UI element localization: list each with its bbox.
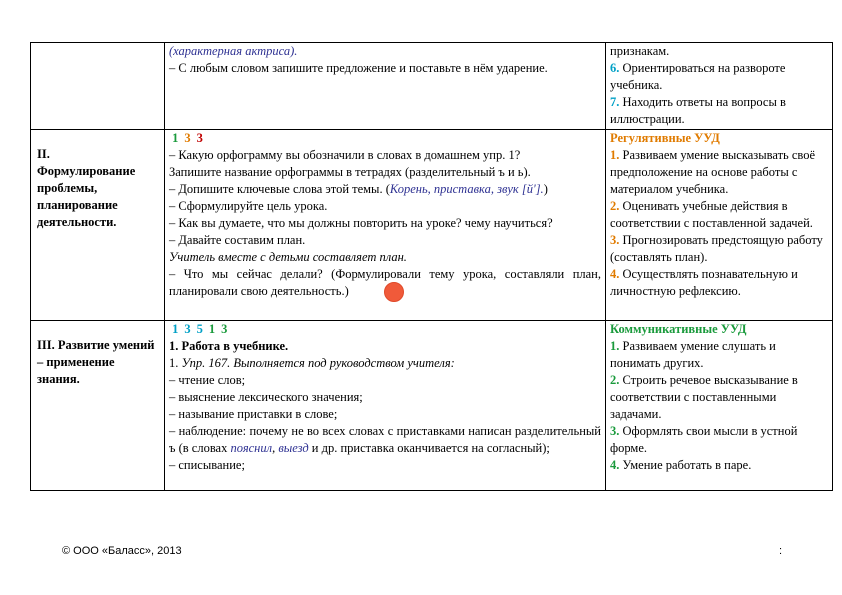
stage-cell: [31, 130, 165, 321]
activity-text: – Допишите ключевые слова этой темы. (Корень, приставка, звук [й'].): [169, 182, 548, 196]
uud-item: 4. Умение работать в паре.: [610, 458, 752, 472]
activity-text: – чтение слов;: [169, 373, 246, 387]
uud-item: 7. Находить ответы на вопросы в иллюстрации.: [610, 95, 786, 126]
table-row: [31, 321, 833, 491]
activity-text: – Сформулируйте цель урока.: [169, 199, 328, 213]
lesson-table: [30, 42, 833, 491]
orange-circle-marker: [384, 282, 404, 302]
uud-item: 4. Осуществлять познавательную и личностную рефлексию.: [610, 267, 798, 298]
uud-cell: [606, 130, 833, 321]
uud-heading: Регулятивные УУД: [610, 131, 720, 145]
activity-text: – Какую орфограмму вы обозначили в словах в домашнем упр. 1?: [169, 148, 521, 162]
stage-title: Формулирование проблемы, планирование деятельности.: [37, 164, 136, 229]
activity-text: – списывание;: [169, 458, 245, 472]
uud-item: 2. Строить речевое высказывание в соответствии с поставленными задачами.: [610, 373, 798, 421]
activity-text: (характерная актриса).: [169, 44, 298, 58]
activity-text: – С любым словом запишите предложение и поставьте в нём ударение.: [169, 61, 548, 75]
copyright-footer: © ООО «Баласс», 2013: [62, 545, 182, 557]
activity-text: – наблюдение: почему не во всех словах с приставками написан разделительный ъ (в словах пояснил, выезд и др. приставка оканчивается на согласный);: [169, 424, 601, 455]
activity-text: – Как вы думаете, что мы должны повторить на уроке? чему научиться?: [169, 216, 553, 230]
page-mark: :: [779, 545, 783, 557]
uud-item: 1. Развиваем умение высказывать своё предположение на основе работы с материалом учебника.: [610, 148, 816, 196]
activity-cell: [165, 321, 606, 491]
uud-cell: [606, 43, 833, 130]
uud-item: 6. Ориентироваться на развороте учебника.: [610, 61, 786, 92]
uud-item: признакам.: [610, 44, 670, 58]
uud-cell: [606, 321, 833, 491]
activity-text: – Давайте составим план.: [169, 233, 306, 247]
stage-title: III. Развитие умений – применение знания.: [37, 338, 155, 386]
activity-text: Запишите название орфограммы в тетрадях (разделительный ъ и ь).: [169, 165, 531, 179]
stage-cell: [31, 43, 165, 130]
activity-cell: [165, 43, 606, 130]
activity-text: Учитель вместе с детьми составляет план.: [169, 250, 407, 264]
uud-item: 3. Прогнозировать предстоящую работу (составлять план).: [610, 233, 823, 264]
activity-text: – выяснение лексического значения;: [169, 390, 363, 404]
uud-item: 1. Развиваем умение слушать и понимать других.: [610, 339, 776, 370]
table-row: [31, 130, 833, 321]
stage-number: II.: [37, 147, 50, 161]
activity-text: – Что мы сейчас делали? (Формулировали тему урока, составляли план, планировали свою деятельность.): [169, 267, 601, 298]
work-form-numbers: 1 3 5 1 3: [172, 322, 228, 336]
work-form-numbers: 1 3 3: [172, 131, 203, 145]
uud-item: 2. Оценивать учебные действия в соответствии с поставленной задачей.: [610, 199, 813, 230]
uud-item: 3. Оформлять свои мысли в устной форме.: [610, 424, 798, 455]
activity-heading: 1. Работа в учебнике.: [169, 339, 289, 353]
exercise-line: 1. Упр. 167. Выполняется под руководством учителя:: [169, 356, 455, 370]
uud-heading: Коммуникативные УУД: [610, 322, 747, 336]
activity-text: – называние приставки в слове;: [169, 407, 338, 421]
keywords: Корень, приставка, звук [й'].: [389, 182, 544, 196]
stage-cell: [31, 321, 165, 491]
table-row: [31, 43, 833, 130]
